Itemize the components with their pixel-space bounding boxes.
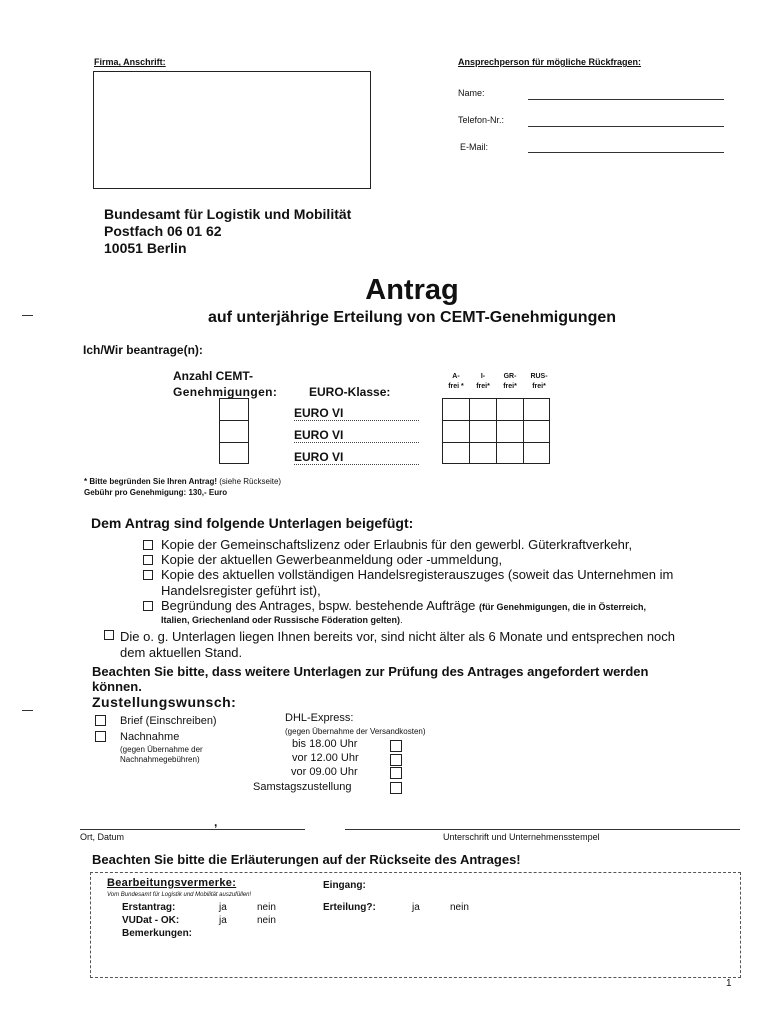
doc-item-3-cont: Handelsregister geführt ist),	[161, 583, 321, 598]
signature-comma: ,	[214, 815, 218, 829]
dhl-option-4: Samstagszustellung	[253, 781, 352, 793]
cod-note: (gegen Übernahme der	[120, 745, 203, 754]
notice-more-docs-cont: können.	[92, 679, 142, 694]
justify-note-rest: (siehe Rückseite)	[217, 477, 282, 486]
count-input-2[interactable]	[220, 421, 248, 442]
phone-field[interactable]	[528, 126, 724, 127]
doc-item-4-dot: .	[400, 615, 403, 625]
name-label: Name:	[458, 88, 485, 98]
backside-notice: Beachten Sie bitte die Erläuterungen auf der Rückseite des Antrages!	[92, 852, 521, 867]
fee-note: Gebühr pro Genehmigung: 130,- Euro	[84, 488, 228, 497]
place-date-field[interactable]	[80, 829, 305, 830]
dhl-note: (gegen Übernahme der Versandkosten)	[285, 727, 426, 736]
doc-checkbox-5[interactable]	[104, 630, 114, 640]
first-yes: ja	[219, 902, 227, 913]
first-no: nein	[257, 902, 276, 913]
vudat-label: VUDat - OK:	[122, 915, 180, 926]
justify-note-bold: * Bitte begründen Sie Ihren Antrag!	[84, 477, 218, 486]
dhl-label: DHL-Express:	[285, 712, 354, 724]
doc-checkbox-3[interactable]	[143, 570, 153, 580]
signature-field[interactable]	[345, 829, 740, 830]
cod-note-cont: Nachnahmegebühren)	[120, 755, 200, 764]
first-application-label: Erstantrag:	[122, 902, 176, 913]
grant-yes: ja	[412, 902, 420, 913]
office-heading: Bearbeitungsvermerke:	[107, 877, 237, 889]
dhl-option-1: bis 18.00 Uhr	[292, 738, 358, 750]
dhl-option-2-checkbox[interactable]	[390, 754, 402, 766]
email-field[interactable]	[528, 152, 724, 153]
cod-checkbox[interactable]	[95, 731, 106, 742]
page-title: Antrag	[365, 274, 459, 306]
grant-label: Erteilung?:	[323, 902, 376, 913]
letter-checkbox[interactable]	[95, 715, 106, 726]
euro-class-row-3: EURO VI	[294, 450, 419, 465]
free-col-label: frei*	[503, 383, 517, 390]
page-number: 1	[726, 978, 732, 989]
euro-class-label: EURO-Klasse:	[309, 385, 391, 399]
doc-checkbox-1[interactable]	[143, 540, 153, 550]
free-col-label: frei*	[476, 383, 490, 390]
remarks-label: Bemerkungen:	[122, 928, 193, 939]
place-date-label: Ort, Datum	[80, 832, 125, 842]
dhl-option-4-checkbox[interactable]	[390, 782, 402, 794]
fold-mark	[22, 315, 33, 316]
free-col-gr	[497, 372, 523, 392]
count-input-1[interactable]	[220, 399, 248, 420]
documents-heading: Dem Antrag sind folgende Unterlagen beigefügt:	[91, 515, 414, 531]
dhl-option-1-checkbox[interactable]	[390, 740, 402, 752]
doc-item-1: Kopie der Gemeinschaftslizenz oder Erlaubnis für den gewerbl. Güterkraftverkehr,	[161, 537, 633, 552]
doc-item-5-cont: dem aktuellen Stand.	[120, 645, 243, 660]
request-intro: Ich/Wir beantrage(n):	[83, 343, 203, 357]
free-col-rus	[524, 372, 554, 392]
doc-checkbox-2[interactable]	[143, 555, 153, 565]
count-label-2: Genehmigungen:	[173, 385, 278, 399]
receipt-label: Eingang:	[323, 880, 366, 891]
justify-note	[84, 477, 281, 486]
address-line: 10051 Berlin	[104, 240, 187, 256]
doc-item-5: Die o. g. Unterlagen liegen Ihnen bereits vor, sind nicht älter als 6 Monate und entsprechen noch	[120, 629, 676, 644]
email-label: E-Mail:	[460, 142, 489, 152]
free-col-label: GR-	[503, 373, 517, 380]
company-address-field[interactable]	[93, 71, 371, 189]
fold-mark	[22, 710, 33, 711]
dhl-option-2: vor 12.00 Uhr	[292, 752, 359, 764]
phone-label: Telefon-Nr.:	[458, 115, 505, 125]
vudat-yes: ja	[219, 915, 227, 926]
name-field[interactable]	[528, 99, 724, 100]
euro-class-row-1: EURO VI	[294, 406, 419, 421]
dhl-option-3: vor 09.00 Uhr	[291, 766, 358, 778]
doc-item-3: Kopie des aktuellen vollständigen Handelsregisterauszuges (soweit das Unternehmen im	[161, 567, 674, 582]
page-subtitle: auf unterjährige Erteilung von CEMT-Genehmigungen	[207, 309, 617, 326]
free-col-i	[470, 372, 496, 392]
doc-checkbox-4[interactable]	[143, 601, 153, 611]
grant-no: nein	[450, 902, 469, 913]
free-col-label: RUS-	[530, 373, 548, 380]
euro-class-row-2: EURO VI	[294, 428, 419, 443]
doc-item-2: Kopie der aktuellen Gewerbeanmeldung oder -ummeldung,	[161, 552, 503, 567]
doc-item-4-bold-cont: Italien, Griechenland oder Russische Föderation gelten)	[161, 615, 401, 625]
cod-label: Nachnahme	[120, 731, 180, 743]
free-col-label: I-	[480, 373, 486, 380]
free-col-label: frei*	[532, 383, 546, 390]
office-note: Vom Bundesamt für Logistik und Mobilität auszufüllen!	[107, 892, 252, 898]
vudat-no: nein	[257, 915, 276, 926]
free-col-label: frei *	[448, 383, 464, 390]
notice-more-docs: Beachten Sie bitte, dass weitere Unterlagen zur Prüfung des Antrages angefordert werden	[92, 664, 649, 679]
delivery-heading: Zustellungswunsch:	[92, 694, 237, 710]
doc-item-4-cont	[161, 615, 403, 625]
free-col-a	[443, 372, 469, 392]
address-line: Bundesamt für Logistik und Mobilität	[104, 206, 352, 222]
doc-item-4	[161, 598, 646, 613]
letter-label: Brief (Einschreiben)	[120, 715, 217, 727]
contact-label: Ansprechperson für mögliche Rückfragen:	[458, 57, 642, 67]
count-label-1: Anzahl CEMT-	[173, 369, 253, 383]
recipient-address	[104, 206, 351, 257]
free-grid	[442, 398, 550, 464]
dhl-option-3-checkbox[interactable]	[390, 767, 402, 779]
doc-item-4-bold: (für Genehmigungen, die in Österreich,	[479, 602, 647, 612]
count-input-3[interactable]	[220, 443, 248, 463]
signature-label: Unterschrift und Unternehmensstempel	[443, 832, 600, 842]
address-line: Postfach 06 01 62	[104, 223, 222, 239]
doc-item-4-text: Begründung des Antrages, bspw. bestehende Aufträge	[161, 598, 480, 613]
company-label: Firma, Anschrift:	[94, 57, 166, 67]
free-col-label: A-	[452, 373, 460, 380]
